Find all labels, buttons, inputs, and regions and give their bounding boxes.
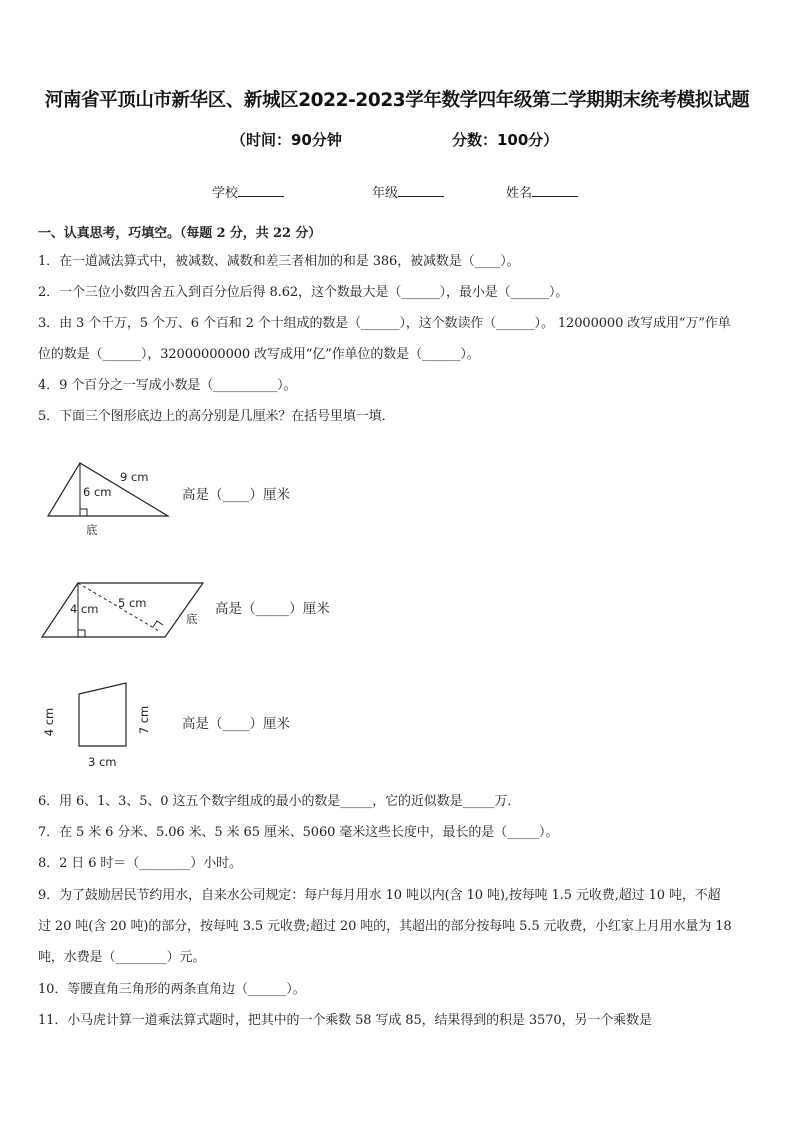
parallelogram-diag-label: 5 cm — [118, 596, 147, 610]
question-5: 5．下面三个图形底边上的高分别是几厘米？在括号里填一填． — [38, 409, 395, 424]
grade-field[interactable] — [372, 182, 444, 201]
question-6: 6．用 6、1、3、5、0 这五个数字组成的最小的数是_____，它的近似数是_____万． — [38, 794, 521, 809]
parallelogram-answer: 高是（_____）厘米 — [215, 601, 330, 617]
triangle-side-label: 9 cm — [120, 470, 149, 484]
school-blank[interactable] — [238, 184, 284, 197]
triangle-height-label: 6 cm — [83, 485, 112, 499]
parallelogram-base-label: 底 — [186, 612, 198, 626]
question-11: 11．小马虎计算一道乘法算式题时，把其中的一个乘数 58 写成 85，结果得到的积是 3570，另一个乘数是 — [38, 1013, 652, 1028]
section-heading: 一、认真思考，巧填空。（每题 2 分，共 22 分） — [38, 226, 322, 241]
exam-time: （时间：90分钟 — [231, 131, 342, 149]
question-4: 4．9 个百分之一写成小数是（__________）。 — [38, 378, 297, 393]
question-2: 2．一个三位小数四舍五入到百分位后得 8.62，这个数最大是（______），最小是（______）。 — [38, 285, 569, 300]
page-title: 河南省平顶山市新华区、新城区2022-2023学年数学四年级第二学期期末统考模拟试题 — [44, 90, 750, 111]
grade-blank[interactable] — [398, 184, 444, 197]
grade-label: 年级 — [372, 186, 399, 201]
question-8: 8．2 日 6 时＝（________）小时。 — [38, 856, 242, 871]
parallelogram-height-label: 4 cm — [70, 602, 99, 616]
question-9-line-2: 过 20 吨(含 20 吨)的部分，按每吨 3.5 元收费;超过 20 吨的，其超出的部分按每吨 5.5 元收费，小红家上月用水量为 18 — [38, 919, 732, 934]
triangle-base-label: 底 — [86, 523, 98, 537]
name-blank[interactable] — [532, 184, 578, 197]
school-label: 学校 — [212, 186, 239, 201]
triangle-figure — [40, 455, 180, 540]
school-field[interactable] — [212, 182, 284, 201]
trapezoid-answer: 高是（____）厘米 — [182, 716, 290, 732]
question-10: 10．等腰直角三角形的两条直角边（______）。 — [38, 982, 306, 997]
parallelogram-figure — [36, 575, 211, 645]
question-9-line-1: 9．为了鼓励居民节约用水，自来水公司规定：每户每月用水 10 吨以内(含 10 吨),按每吨 1.5 元收费,超过 10 吨，不超 — [38, 888, 721, 903]
name-label: 姓名 — [506, 186, 533, 201]
question-3-line-1: 3．由 3 个千万，5 个万、6 个百和 2 个十组成的数是（______），这个数读作（______）。 12000000 改写成用“万”作单 — [38, 316, 731, 331]
triangle-answer: 高是（____）厘米 — [182, 487, 290, 503]
trapezoid-figure — [36, 676, 161, 776]
trapezoid-bottom-label: 3 cm — [88, 755, 117, 769]
question-9-line-3: 吨，水费是（________）元。 — [38, 950, 206, 965]
question-1: 1．在一道减法算式中，被减数、减数和差三者相加的和是 386，被减数是（____）。 — [38, 254, 520, 269]
trapezoid-right-label: 7 cm — [137, 705, 151, 735]
question-3-line-2: 位的数是（______），32000000000 改写成用“亿”作单位的数是（______）。 — [38, 347, 480, 362]
name-field[interactable] — [506, 182, 578, 201]
exam-score: 分数：100分） — [452, 131, 559, 149]
question-7: 7．在 5 米 6 分米、5.06 米、5 米 65 厘米、5060 毫米这些长度中，最长的是（_____）。 — [38, 825, 559, 840]
trapezoid-left-label: 4 cm — [42, 707, 56, 737]
